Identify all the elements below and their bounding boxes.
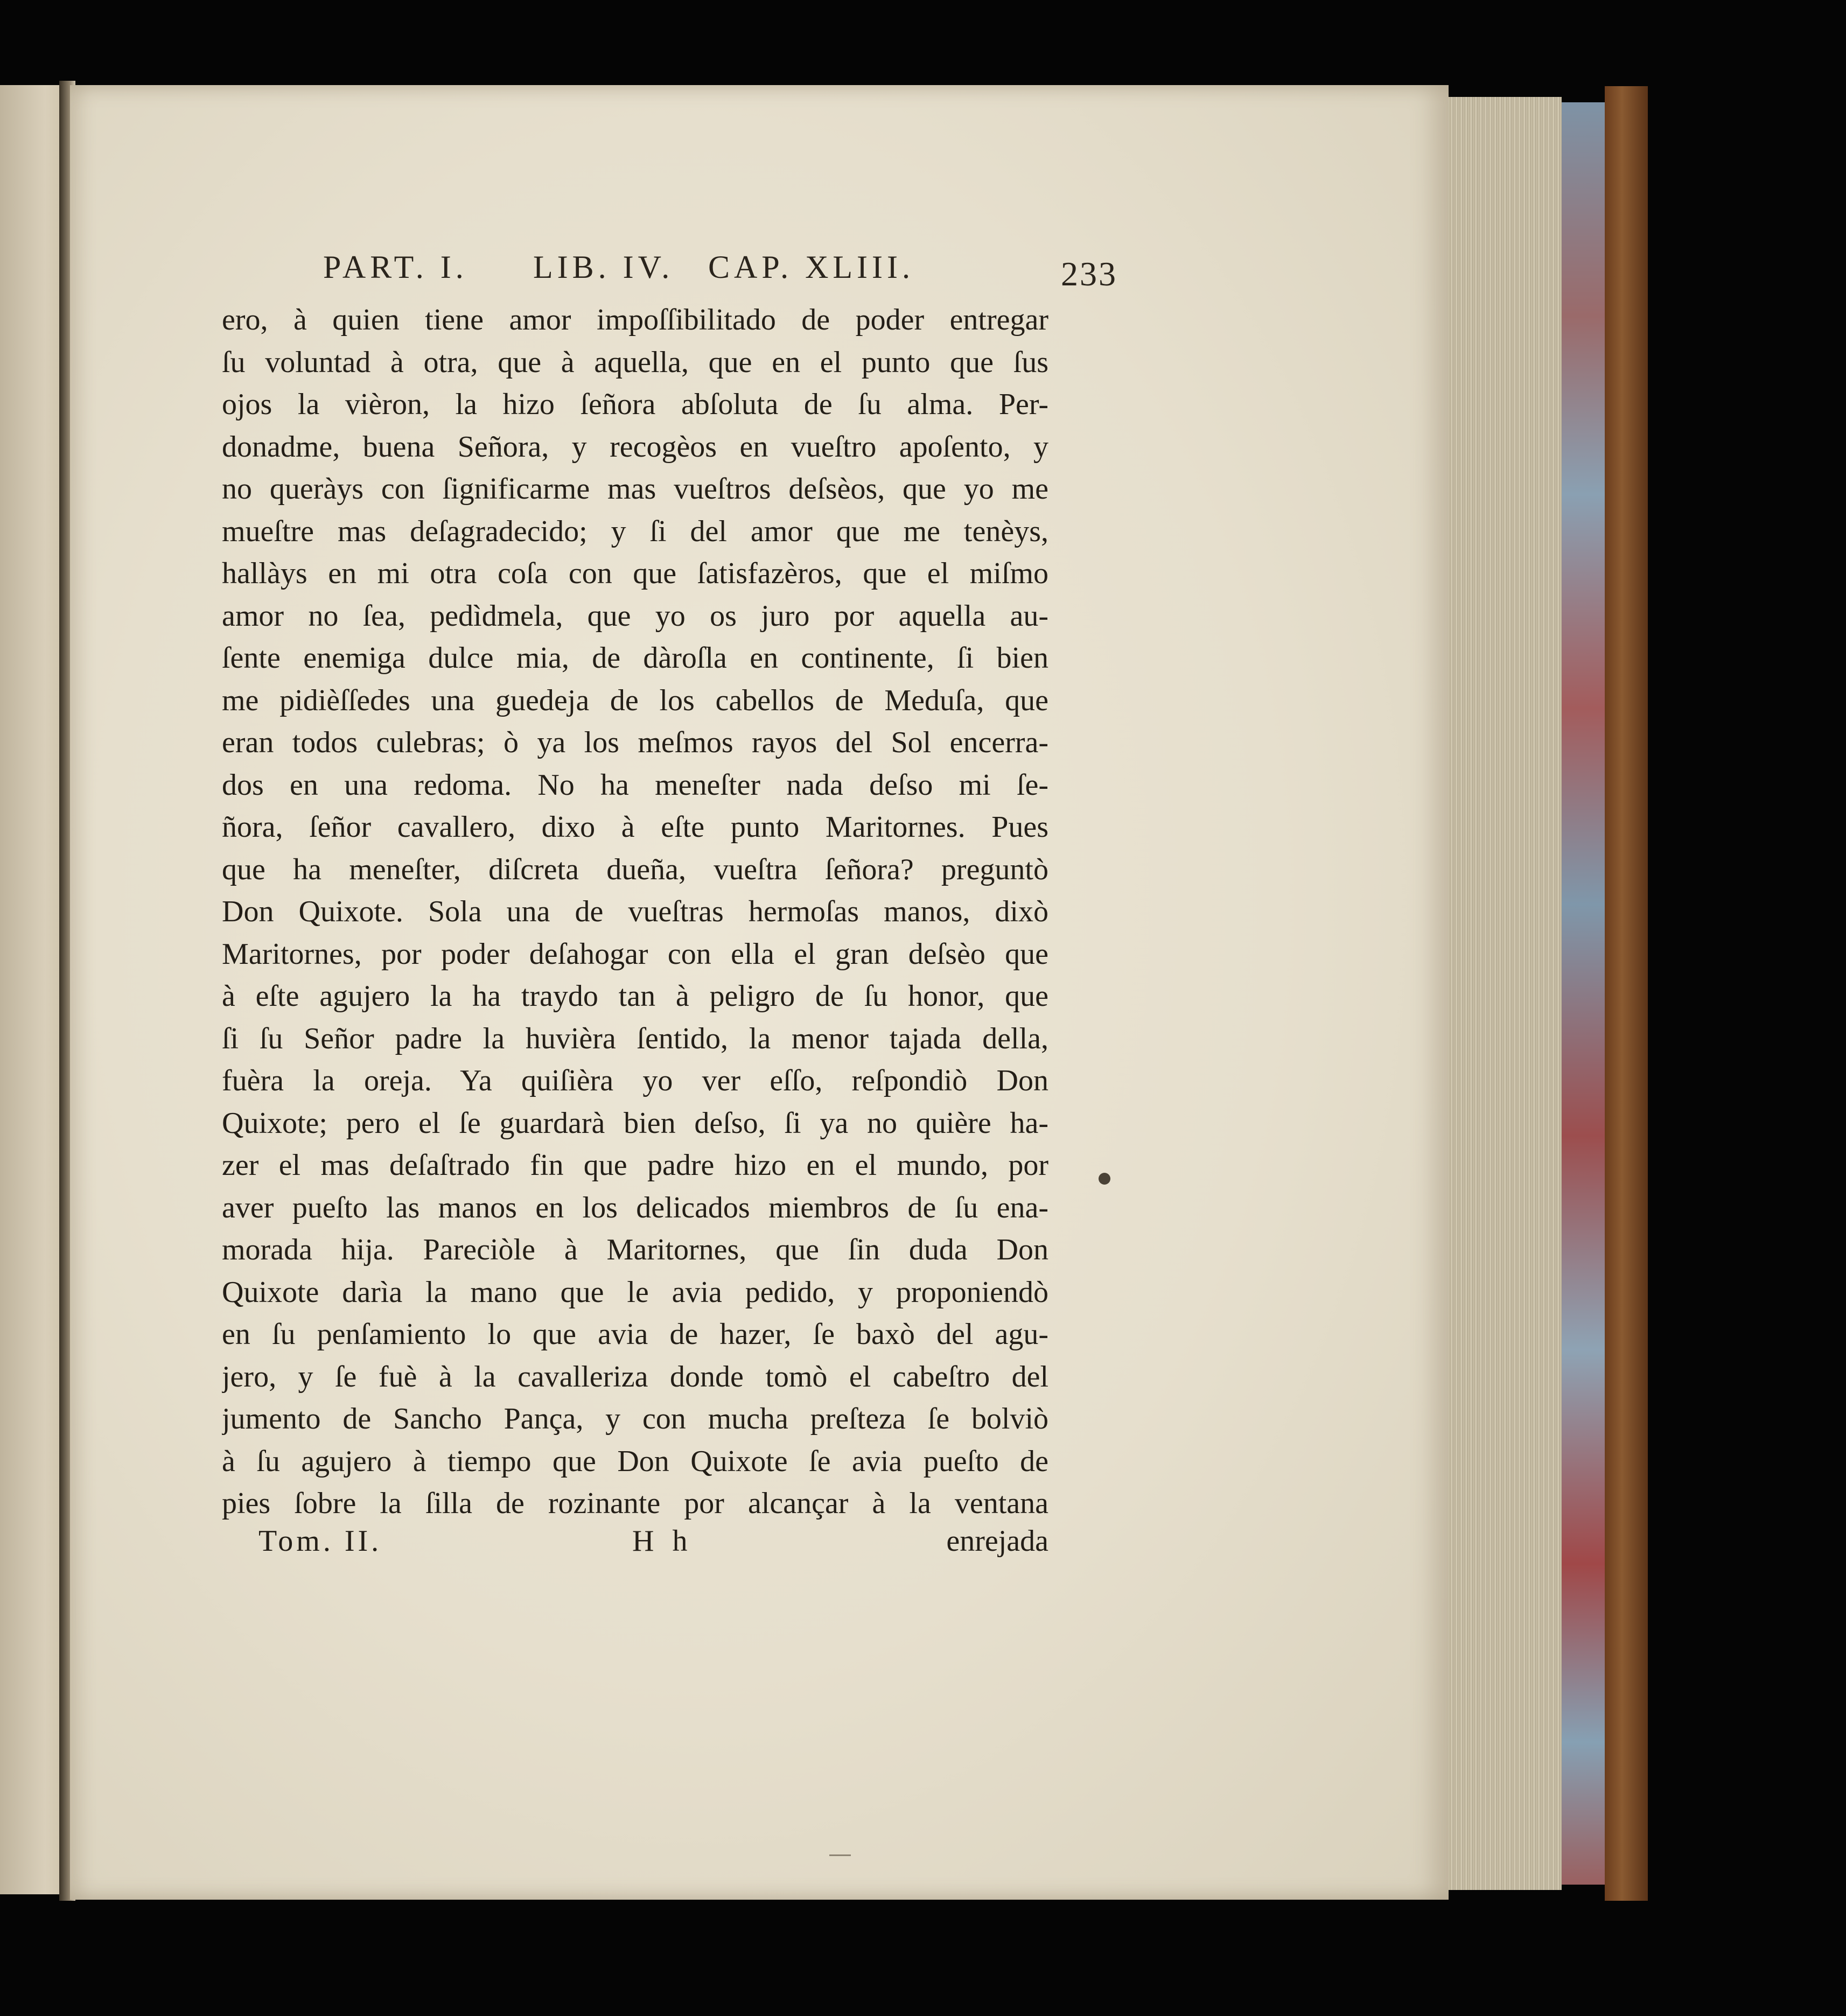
running-head-lib: LIB. IV. <box>533 249 674 285</box>
text-line: ſi ſu Señor padre la huvièra ſentido, la menor tajada della, <box>222 1021 1048 1055</box>
text-line: me pidièſſedes una guedeja de los cabellos de Meduſa, que <box>222 683 1048 717</box>
body-text <box>222 299 1048 1525</box>
text-line: à ſu agujero à tiempo que Don Quixote ſe avia pueſto de <box>222 1444 1048 1478</box>
text-line: Maritornes, por poder deſahogar con ella el gran deſsèo que <box>222 937 1048 971</box>
text-line: dos en una redoma. No ha meneſter nada deſso mi ſe- <box>222 768 1048 802</box>
text-line: Don Quixote. Sola una de vueſtras hermoſas manos, dixò <box>222 895 1048 928</box>
text-line: Quixote darìa la mano que le avia pedido, y proponiendò <box>222 1275 1048 1309</box>
text-line: à eſte agujero la ha traydo tan à peligro de ſu honor, que <box>222 979 1048 1013</box>
text-line: que ha meneſter, diſcreta dueña, vueſtra ſeñora? preguntò <box>222 852 1048 886</box>
volume-mark: Tom. II. <box>258 1524 382 1558</box>
text-line: eran todos culebras; ò ya los meſmos rayos del Sol encerra- <box>222 726 1048 759</box>
running-head-part: PART. I. <box>323 249 468 285</box>
text-line: donadme, buena Señora, y recogèos en vueſtro apoſento, y <box>222 430 1048 464</box>
text-line: Quixote; pero el ſe guardarà bien deſso, ſi ya no quière ha- <box>222 1106 1048 1140</box>
page-block-edges <box>1449 97 1562 1890</box>
catchword: enrejada <box>946 1524 1048 1558</box>
running-head-cap: CAP. XLIII. <box>708 249 914 285</box>
left-page-edge <box>0 85 65 1894</box>
text-line: pies ſobre la ſilla de rozinante por alcançar à la ventana <box>222 1487 1048 1520</box>
text-line: zer el mas deſaſtrado fin que padre hizo en el mundo, por <box>222 1149 1048 1182</box>
text-line: mueſtre mas deſagradecido; y ſi del amor que me tenèys, <box>222 514 1048 548</box>
text-line: en ſu penſamiento lo que avia de hazer, ſe baxò del agu- <box>222 1318 1048 1351</box>
text-line: ſente enemiga dulce mia, de dàroſla en continente, ſi bien <box>222 641 1048 675</box>
text-line: hallàys en mi otra coſa con que ſatisfazèros, que el miſmo <box>222 557 1048 590</box>
page-number: 233 <box>1061 255 1117 293</box>
text-line: ojos la vièron, la hizo ſeñora abſoluta de ſu alma. Per- <box>222 388 1048 421</box>
text-line: morada hija. Pareciòle à Maritornes, que ſin duda Don <box>222 1233 1048 1266</box>
leather-board <box>1605 86 1648 1901</box>
text-line: jero, y ſe fuè à la cavalleriza donde tomò el cabeſtro del <box>222 1360 1048 1394</box>
dark-background <box>1648 81 1846 1912</box>
text-line: jumento de Sancho Pança, y con mucha preſteza ſe bolviò <box>222 1402 1048 1436</box>
ink-spot <box>1099 1173 1110 1185</box>
page-footer <box>222 1524 1048 1567</box>
text-line: ñora, ſeñor cavallero, dixo à eſte punto Maritornes. Pues <box>222 810 1048 844</box>
signature-mark: H h <box>632 1524 693 1558</box>
bottom-dash-mark <box>829 1854 851 1856</box>
text-line: amor no ſea, pedìdmela, que yo os juro por aquella au- <box>222 599 1048 633</box>
text-line: fuèra la oreja. Ya quiſièra yo ver eſſo, reſpondiò Don <box>222 1064 1048 1097</box>
text-line: ſu voluntad à otra, que à aquella, que en el punto que ſus <box>222 345 1048 379</box>
marbled-edge <box>1562 102 1605 1885</box>
text-line: no queràys con ſignificarme mas vueſtros deſsèos, que yo me <box>222 472 1048 506</box>
text-line: ero, à quien tiene amor impoſſibilitado de poder entregar <box>222 303 1048 337</box>
text-line: aver pueſto las manos en los delicados miembros de ſu ena- <box>222 1191 1048 1224</box>
